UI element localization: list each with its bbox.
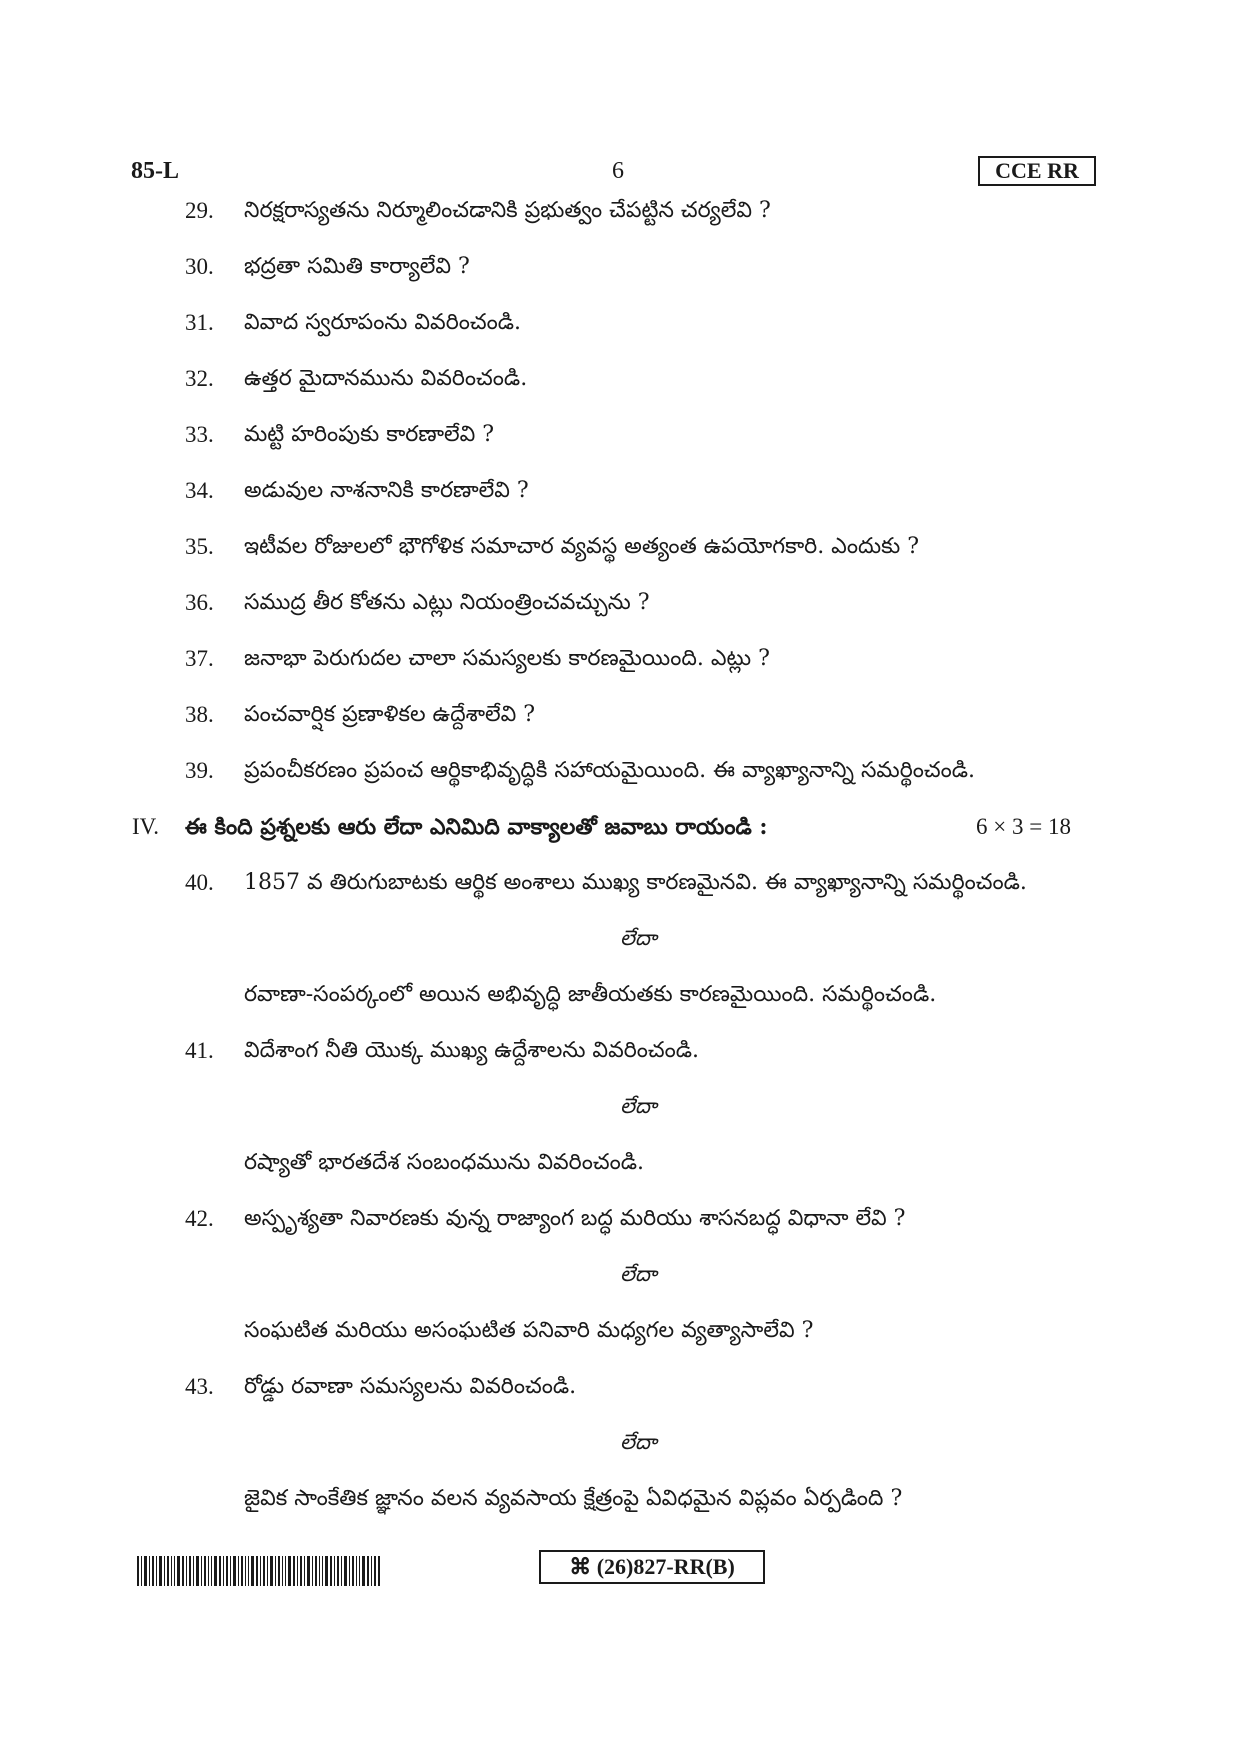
- question-text: ఇటీవల రోజులలో భౌగోళిక సమాచార వ్యవస్థ అత్యంత ఉపయోగకారి. ఎందుకు ?: [244, 534, 920, 559]
- paper-code: 85-L: [131, 158, 179, 184]
- or-divider: లేదా: [620, 1430, 657, 1454]
- question-number: 40.: [185, 870, 214, 895]
- question-number: 30.: [185, 254, 214, 279]
- question-text: ప్రపంచీకరణం ప్రపంచ ఆర్థికాభివృద్ధికి సహాయమైయింది. ఈ వ్యాఖ్యానాన్ని సమర్థించండి.: [244, 758, 976, 783]
- alternative-question: జైవిక సాంకేతిక జ్ఞానం వలన వ్యవసాయ క్షేత్రంపై ఏవిధమైన విప్లవం ఏర్పడింది ?: [244, 1486, 903, 1511]
- question-number: 39.: [185, 758, 214, 783]
- or-divider: లేదా: [620, 1262, 657, 1286]
- alternative-question: సంఘటిత మరియు అసంఘటిత పనివారి మధ్యగల వ్యత్యాసాలేవి ?: [244, 1318, 814, 1343]
- question-text: అస్పృశ్యతా నివారణకు వున్న రాజ్యాంగ బద్ధ మరియు శాసనబద్ధ విధానా లేవి ?: [244, 1206, 906, 1231]
- question-text: 1857 వ తిరుగుబాటకు ఆర్థిక అంశాలు ముఖ్య కారణమైనవి. ఈ వ్యాఖ్యానాన్ని సమర్థించండి.: [244, 870, 1027, 895]
- question-text: వివాద స్వరూపంను వివరించండి.: [244, 310, 522, 335]
- cce-badge: CCE RR: [978, 156, 1096, 186]
- section-marks: 6 × 3 = 18: [976, 814, 1071, 839]
- question-number: 29.: [185, 198, 214, 223]
- alternative-question: రవాణా-సంపర్కంలో అయిన అభివృద్ధి జాతీయతకు కారణమైయింది. సమర్థించండి.: [244, 982, 937, 1007]
- question-text: పంచవార్షిక ప్రణాళికల ఉద్దేశాలేవి ?: [244, 702, 536, 727]
- question-number: 43.: [185, 1374, 214, 1399]
- question-number: 31.: [185, 310, 214, 335]
- question-text: జనాభా పెరుగుదల చాలా సమస్యలకు కారణమైయింది. ఎట్లు ?: [244, 646, 770, 671]
- section-roman-numeral: IV.: [132, 814, 160, 839]
- question-text: నిరక్షరాస్యతను నిర్మూలించడానికి ప్రభుత్వం చేపట్టిన చర్యలేవి ?: [244, 198, 771, 223]
- question-text: రోడ్డు రవాణా సమస్యలను వివరించండి.: [244, 1374, 577, 1399]
- question-text: అడువుల నాశనానికి కారణాలేవి ?: [244, 478, 529, 503]
- question-number: 32.: [185, 366, 214, 391]
- question-text: విదేశాంగ నీతి యొక్క ముఖ్య ఉద్దేశాలను వివరించండి.: [244, 1038, 700, 1063]
- question-text: మట్టి హరింపుకు కారణాలేవి ?: [244, 422, 495, 447]
- footer-code: ⌘ (26)827-RR(B): [539, 1550, 765, 1584]
- page-number: 6: [612, 158, 624, 184]
- question-number: 34.: [185, 478, 214, 503]
- question-number: 36.: [185, 590, 214, 615]
- or-divider: లేదా: [620, 926, 657, 950]
- question-text: భద్రతా సమితి కార్యాలేవి ?: [244, 254, 470, 279]
- question-text: ఉత్తర మైదానమును వివరించండి.: [244, 366, 528, 391]
- question-number: 42.: [185, 1206, 214, 1231]
- alternative-question: రష్యాతో భారతదేశ సంబంధమును వివరించండి.: [244, 1150, 644, 1175]
- barcode: [137, 1556, 380, 1586]
- question-number: 33.: [185, 422, 214, 447]
- question-number: 41.: [185, 1038, 214, 1063]
- question-number: 38.: [185, 702, 214, 727]
- question-number: 37.: [185, 646, 214, 671]
- section-instruction: ఈ కింది ప్రశ్నలకు ఆరు లేదా ఎనిమిది వాక్యాలతో జవాబు రాయండి :: [185, 814, 768, 840]
- or-divider: లేదా: [620, 1094, 657, 1118]
- question-number: 35.: [185, 534, 214, 559]
- question-text: సముద్ర తీర కోతను ఎట్లు నియంత్రించవచ్చును ?: [244, 590, 650, 615]
